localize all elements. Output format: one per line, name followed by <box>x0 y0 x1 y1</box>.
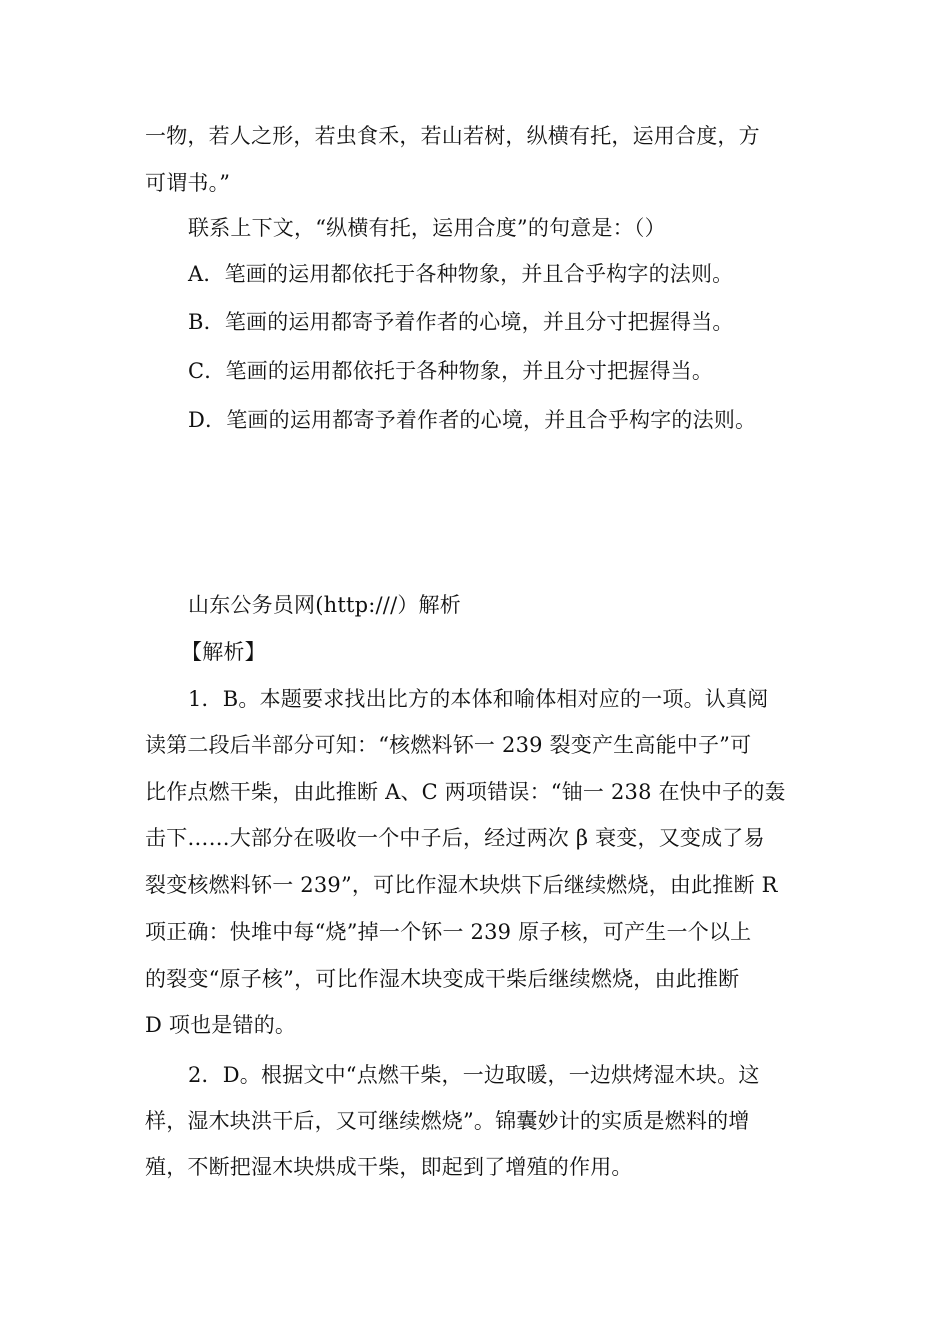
option-c: C．笔画的运用都依托于各种物象，并且分寸把握得当。 <box>188 359 714 383</box>
analysis-item2-line-2: 样，湿木块洪干后，又可继续燃烧”。锦囊妙计的实质是燃料的增 <box>145 1109 750 1133</box>
source-line: 山东公务员网(http:///）解析 <box>188 593 461 617</box>
analysis-item1-line-3: 比作点燃干柴，由此推断 A、C 两项错误：“铀一 238 在快中子的轰 <box>145 780 786 804</box>
analysis-item1-line-6: 项正确：快堆中每“烧”掉一个钚一 239 原子核，可产生一个以上 <box>145 920 752 944</box>
analysis-item1-line-7: 的裂变“原子核”，可比作湿木块变成干柴后继续燃烧，由此推断 <box>145 967 740 991</box>
question-stem: 联系上下文，“纵横有托，运用合度”的句意是：（） <box>188 216 666 240</box>
analysis-item1-line-4: 击下……大部分在吸收一个中子后，经过两次 β 衰变，又变成了易 <box>145 826 765 850</box>
analysis-item1-line-8: D 项也是错的。 <box>145 1013 297 1037</box>
analysis-item2-line-3: 殖，不断把湿木块烘成干柴，即起到了增殖的作用。 <box>145 1155 633 1179</box>
option-b: B．笔画的运用都寄予着作者的心境，并且分寸把握得当。 <box>188 310 734 334</box>
analysis-item1-line-5: 裂变核燃料钚一 239”，可比作湿木块烘下后继续燃烧，由此推断 R <box>145 873 778 897</box>
option-a: A．笔画的运用都依托于各种物象，并且合乎构字的法则。 <box>188 262 734 286</box>
analysis-item2-line-1: 2．D。根据文中“点燃干柴，一边取暖，一边烘烤湿木块。这 <box>188 1063 760 1087</box>
passage-line-2: 可谓书。” <box>145 171 231 195</box>
passage-line-1: 一物，若人之形，若虫食禾，若山若树，纵横有托，运用合度，方 <box>145 124 760 148</box>
analysis-item1-line-1: 1．B。本题要求找出比方的本体和喻体相对应的一项。认真阅 <box>188 687 769 711</box>
analysis-item1-line-2: 读第二段后半部分可知：“核燃料钚一 239 裂变产生高能中子”可 <box>145 733 752 757</box>
option-d: D．笔画的运用都寄予着作者的心境，并且合乎构字的法则。 <box>188 408 757 432</box>
analysis-heading: 【解析】 <box>181 640 266 664</box>
